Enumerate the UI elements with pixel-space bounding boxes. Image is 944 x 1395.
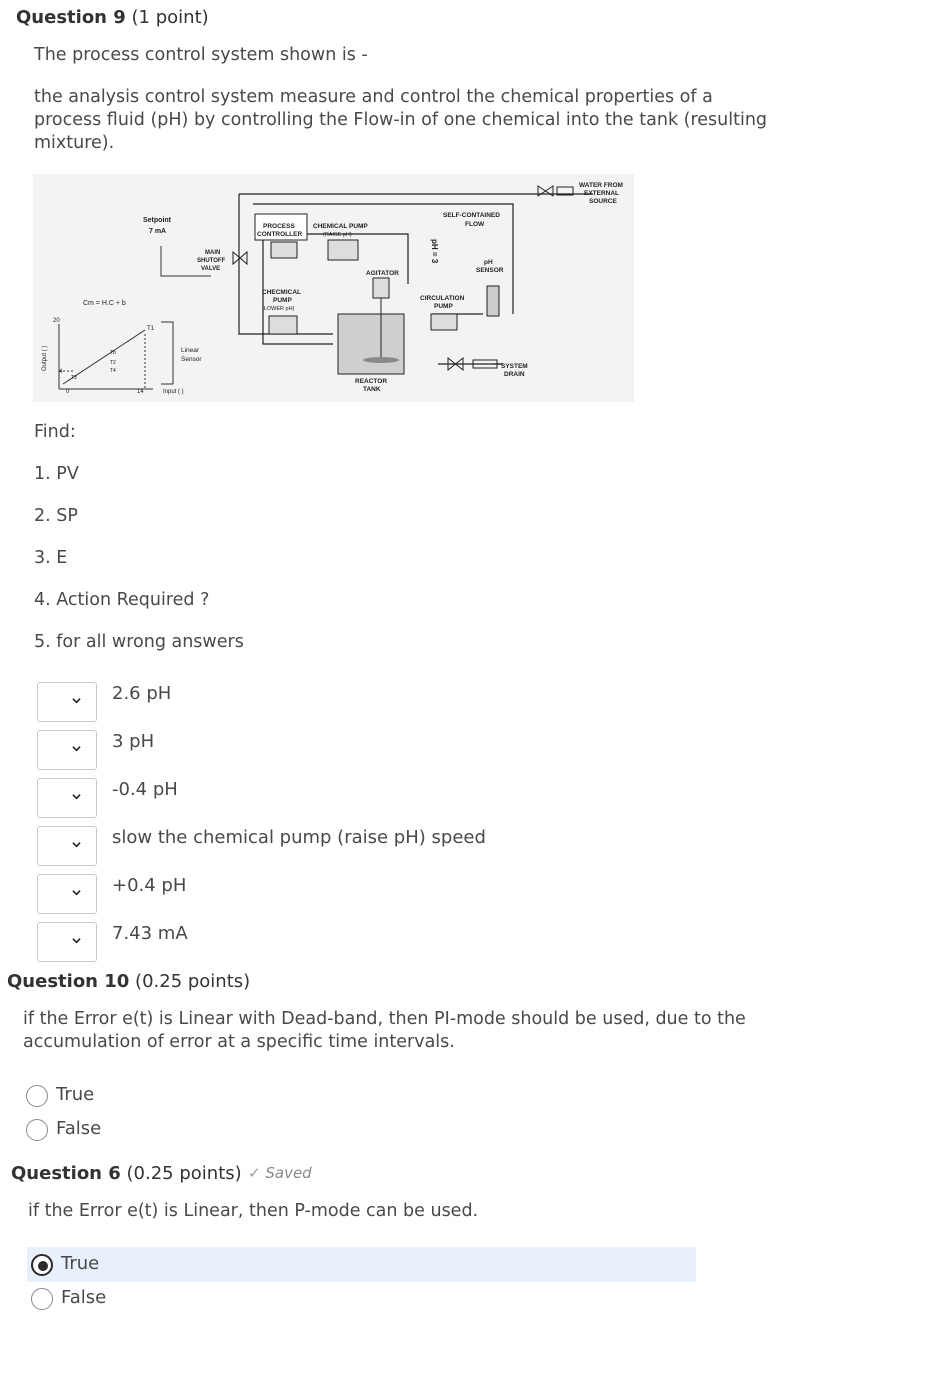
raise-ph-label: (RAISE pH) (323, 232, 352, 238)
circulation-pump-label: PUMP (434, 303, 453, 310)
q6-true-radio[interactable] (31, 1254, 53, 1276)
system-label: SYSTEM (501, 363, 528, 370)
description-line: the analysis control system measure and control the chemical properties of a (34, 87, 713, 107)
self-contained-label: SELF-CONTAINED (443, 212, 500, 219)
find-label: Find: (34, 422, 76, 442)
saved-label: Saved (265, 1164, 312, 1182)
chevron-down-icon (72, 936, 81, 945)
question-number: Question 6 (11, 1163, 121, 1184)
external-label: EXTERNAL (584, 190, 620, 197)
sensor-upper-label: SENSOR (476, 267, 504, 274)
y-tick-4: 4 (59, 369, 63, 375)
question-6-header (11, 1163, 242, 1184)
chemical-pump-lower-label: PUMP (273, 297, 292, 304)
question-text-line: if the Error e(t) is Linear with Dead-band, then PI-mode should be used, due to the (23, 1009, 746, 1029)
option-label: slow the chemical pump (raise pH) speed (112, 827, 486, 848)
ph-eq-label: pH = 3 (430, 239, 439, 264)
q6-false-radio[interactable] (31, 1288, 53, 1310)
q6-true-label[interactable]: True (61, 1253, 100, 1274)
sensor-label: Sensor (181, 356, 202, 363)
description-line: process fluid (pH) by controlling the Flow-in of one chemical into the tank (resulting (34, 110, 768, 130)
answer-select-1[interactable] (37, 682, 97, 722)
question-10-header (7, 971, 250, 992)
question-number: Question 10 (7, 971, 130, 992)
controller-label: CONTROLLER (257, 231, 303, 238)
chevron-down-icon (72, 744, 81, 753)
option-label: 2.6 pH (112, 683, 172, 704)
chevron-down-icon (72, 696, 81, 705)
option-label: 3 pH (112, 731, 155, 752)
formula-label: Cm = H.C + b (83, 300, 126, 307)
chevron-down-icon (72, 840, 81, 849)
find-item: 3. E (34, 548, 68, 568)
flow-label: FLOW (465, 221, 485, 228)
q10-false-radio[interactable] (26, 1119, 48, 1141)
q10-true-radio[interactable] (26, 1085, 48, 1107)
x-tick-14: 14 (137, 389, 144, 395)
answer-select-2[interactable] (37, 730, 97, 770)
option-label: -0.4 pH (112, 779, 178, 800)
reactor-tank (338, 314, 404, 374)
reactor-label: REACTOR (355, 378, 388, 385)
question-points: (1 point) (131, 7, 209, 28)
saved-indicator (248, 1164, 312, 1182)
description-line: mixture). (34, 133, 115, 153)
ph-label: pH (484, 259, 493, 266)
t2-label: T2 (110, 360, 116, 366)
source-label: SOURCE (589, 198, 617, 205)
checkmark-icon: ✓ (248, 1164, 261, 1182)
question-points: (0.25 points) (135, 971, 251, 992)
answer-select-6[interactable] (37, 922, 97, 962)
main-label: MAIN (205, 250, 221, 256)
question-number: Question 9 (16, 7, 126, 28)
process-label: PROCESS (263, 223, 295, 230)
find-item: 4. Action Required ? (34, 590, 210, 610)
lower-ph-label: (LOWER pH) (262, 306, 295, 312)
chevron-down-icon (72, 792, 81, 801)
process-control-diagram (33, 174, 634, 402)
find-item: 1. PV (34, 464, 79, 484)
q10-true-label[interactable]: True (56, 1084, 95, 1105)
answer-select-3[interactable] (37, 778, 97, 818)
y-tick-20: 20 (53, 318, 60, 324)
shutoff-label: SHUTOFF (197, 258, 226, 264)
input-axis-label: Input ( ) (163, 389, 184, 395)
drain-label: DRAIN (504, 371, 525, 378)
t3-label: T3 (71, 375, 77, 381)
chemical-pump-label: CHEMICAL PUMP (313, 223, 368, 230)
circulation-label: CIRCULATION (420, 295, 465, 302)
question-text-line: accumulation of error at a specific time intervals. (23, 1032, 455, 1052)
q6-false-label[interactable]: False (61, 1287, 107, 1308)
x-tick-0: 0 (66, 389, 70, 395)
selected-answer-highlight (27, 1247, 696, 1282)
output-axis-label: Output ( ) (42, 345, 48, 371)
water-from-label: WATER FROM (579, 182, 623, 189)
setpoint-value: 7 mA (149, 228, 167, 235)
question-9-header (16, 7, 209, 28)
agitator-label: AGITATOR (366, 270, 399, 277)
valve-label: VALVE (201, 266, 221, 272)
question-text: if the Error e(t) is Linear, then P-mode can be used. (28, 1201, 479, 1221)
linear-label: Linear (181, 347, 200, 354)
find-item: 2. SP (34, 506, 78, 526)
t4-label: T4 (110, 368, 116, 374)
option-label: +0.4 pH (112, 875, 187, 896)
ph-sensor-probe (487, 286, 499, 316)
question-description (34, 86, 767, 155)
q10-false-label[interactable]: False (56, 1118, 102, 1139)
option-label: 7.43 mA (112, 923, 188, 944)
question-points: (0.25 points) (126, 1163, 242, 1184)
question-text (23, 1008, 746, 1054)
question-intro: The process control system shown is - (34, 45, 368, 65)
chemical-label: CHECMICAL (262, 289, 301, 296)
diagram-background (33, 174, 634, 402)
answer-select-4[interactable] (37, 826, 97, 866)
tb-label: Tb (110, 350, 116, 356)
tank-label: TANK (363, 386, 381, 393)
answer-select-5[interactable] (37, 874, 97, 914)
find-item: 5. for all wrong answers (34, 632, 244, 652)
setpoint-label: Setpoint (143, 217, 171, 224)
t1-label: T1 (147, 326, 155, 332)
chevron-down-icon (72, 888, 81, 897)
